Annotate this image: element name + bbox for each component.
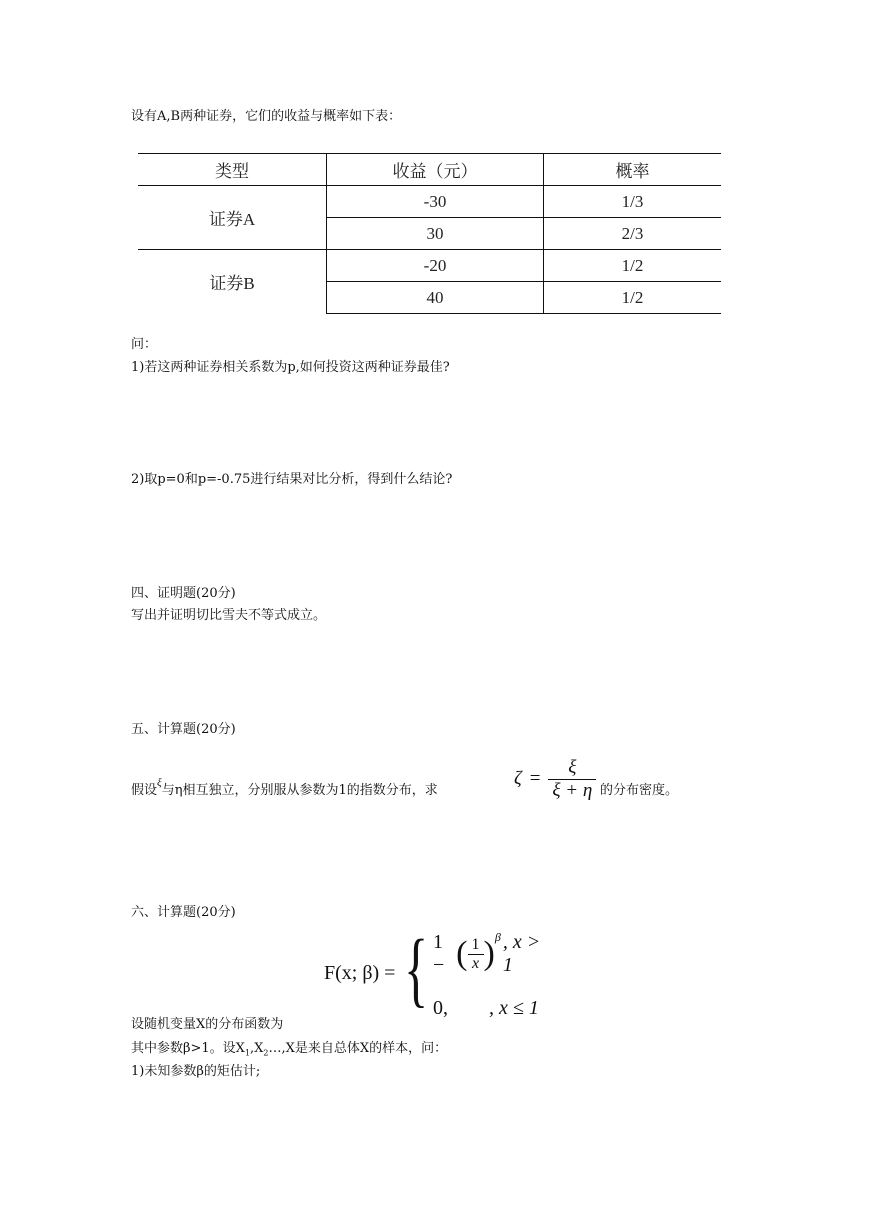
- sub-2: 2: [263, 1048, 269, 1058]
- s6-text-2d: 是来自总体X的样本，问：: [294, 1041, 448, 1056]
- cell-return: -30: [327, 186, 544, 218]
- question-2: 2)取p=0和p=-0.75进行结果对比分析，得到什么结论?: [131, 472, 453, 487]
- section-4-text: 写出并证明切比雪夫不等式成立。: [131, 608, 327, 623]
- case1-exponent: β: [494, 929, 501, 944]
- header-return: 收益（元）: [327, 154, 544, 186]
- cell-return: 40: [327, 282, 544, 314]
- case1-condition: , x > 1: [502, 931, 541, 976]
- section-6-question-1: 1)未知参数β的矩估计;: [131, 1064, 261, 1079]
- cell-type-a: 证券A: [138, 186, 327, 250]
- s5-text-b: 与η相互独立，分别服从参数为1的指数分布，求: [161, 783, 438, 798]
- case1-denominator: x: [471, 954, 480, 972]
- zeta-fraction: [548, 757, 596, 802]
- zeta-numerator: ξ: [548, 757, 596, 780]
- section-6-text-1: 设随机变量X的分布函数为: [131, 1017, 284, 1032]
- case1-prefix: 1 −: [433, 931, 445, 976]
- case1-numerator: 1: [468, 936, 484, 955]
- zeta-eq: =: [529, 768, 541, 789]
- formula-case-1: [433, 929, 549, 976]
- question-1: 1)若这两种证券相关系数为p,如何投资这两种证券最佳?: [131, 360, 450, 375]
- securities-table: [138, 153, 721, 314]
- zeta-lhs: ζ: [514, 768, 522, 789]
- table-header-row: [138, 154, 721, 186]
- cell-prob: 1/3: [544, 186, 722, 218]
- case2-value: 0,: [433, 997, 448, 1019]
- s6-text-2b: ,X: [250, 1041, 264, 1056]
- section-5-title: 五、计算题(20分): [131, 722, 236, 737]
- sub-1: 1: [244, 1048, 251, 1058]
- header-prob: 概率: [544, 154, 722, 186]
- s6-text-2a: 其中参数β>1。设X: [131, 1041, 245, 1056]
- case2-condition: , x ≤ 1: [489, 997, 539, 1019]
- cell-prob: 1/2: [544, 282, 722, 314]
- section-4-title: 四、证明题(20分): [131, 586, 236, 601]
- header-type: 类型: [138, 154, 327, 186]
- cell-return: -20: [327, 250, 544, 282]
- table-row: [138, 186, 721, 218]
- formula-brace: {: [404, 923, 429, 1016]
- section-5-text: [131, 777, 438, 799]
- cell-prob: 1/2: [544, 250, 722, 282]
- paren-left: (: [456, 935, 468, 972]
- paren-right: ): [483, 935, 495, 972]
- cell-type-b: 证券B: [138, 250, 327, 314]
- cell-return: 30: [327, 218, 544, 250]
- s5-text-a: 假设: [131, 783, 158, 798]
- formula-lhs: F(x; β) =: [324, 962, 396, 984]
- case1-fraction: [468, 936, 484, 973]
- section-5-text-end: 的分布密度。: [600, 783, 679, 798]
- section-6-text-2: [131, 1041, 447, 1062]
- question-label: 问：: [131, 337, 158, 352]
- section-6-title: 六、计算题(20分): [131, 905, 236, 920]
- intro-text: 设有A,B两种证券，它们的收益与概率如下表：: [131, 109, 402, 124]
- table-row: [138, 250, 721, 282]
- distribution-formula: [324, 923, 549, 1024]
- zeta-denominator: ξ + η: [552, 779, 593, 801]
- xi-symbol: ξ: [157, 777, 162, 789]
- s6-text-2c: …,X: [268, 1041, 295, 1056]
- zeta-formula: [514, 749, 596, 809]
- cell-prob: 2/3: [544, 218, 722, 250]
